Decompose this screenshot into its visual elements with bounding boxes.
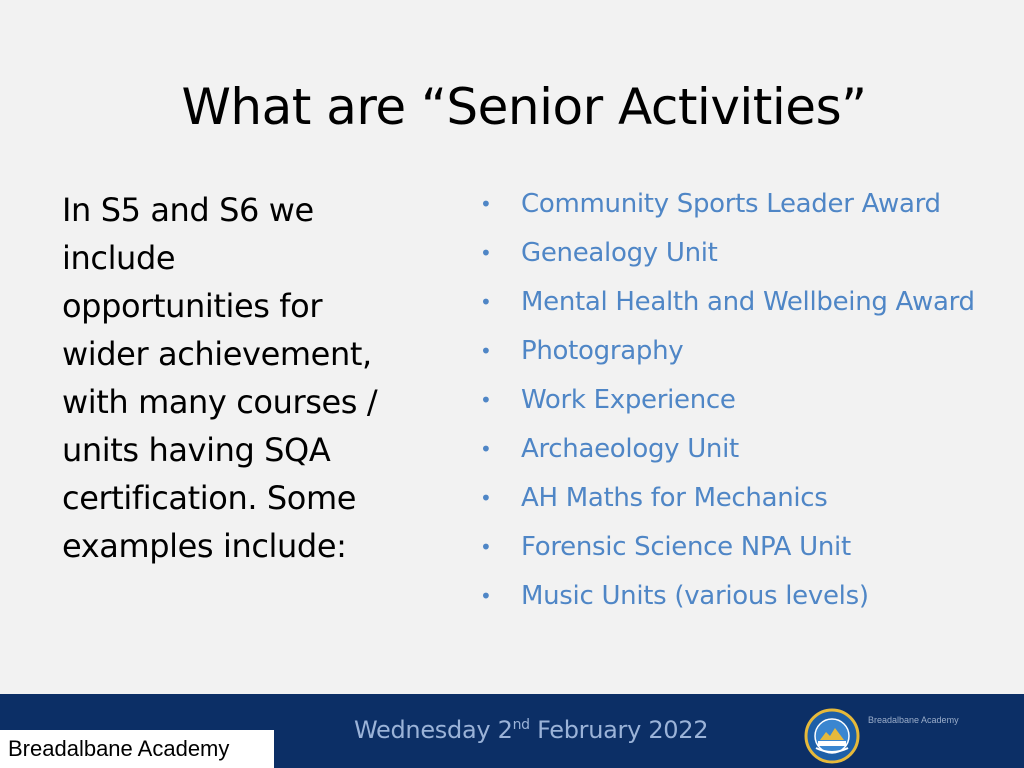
list-item-label: Community Sports Leader Award xyxy=(521,189,941,219)
footer-bar xyxy=(0,694,1024,768)
list-item-label: Work Experience xyxy=(521,385,736,415)
bullet-icon: • xyxy=(480,584,492,608)
list-item xyxy=(478,576,998,617)
list-item xyxy=(478,478,998,519)
list-item xyxy=(478,282,998,323)
list-item xyxy=(478,233,998,274)
slide-title: What are “Senior Activities” xyxy=(181,78,867,136)
date-suffix: nd xyxy=(512,717,530,733)
footer-date xyxy=(354,716,708,744)
date-month-year: February 2022 xyxy=(529,716,709,744)
list-item-label: Forensic Science NPA Unit xyxy=(521,532,851,562)
intro-text: In S5 and S6 we include opportunities for wider achievement, with many courses / units having SQA certification. Some examples include: xyxy=(62,191,378,565)
bullet-icon: • xyxy=(480,290,492,314)
activities-list xyxy=(478,184,998,625)
bullet-icon: • xyxy=(480,339,492,363)
list-item xyxy=(478,527,998,568)
bullet-icon: • xyxy=(480,241,492,265)
bullet-icon: • xyxy=(480,388,492,412)
list-item-label: Photography xyxy=(521,336,684,366)
list-item-label: Archaeology Unit xyxy=(521,434,739,464)
school-crest-icon xyxy=(804,708,860,764)
bullet-icon: • xyxy=(480,437,492,461)
list-item xyxy=(478,184,998,225)
list-item xyxy=(478,380,998,421)
school-name-label: Breadalbane Academy xyxy=(0,730,274,768)
bullet-icon: • xyxy=(480,192,492,216)
bullet-icon: • xyxy=(480,486,492,510)
list-item xyxy=(478,331,998,372)
bullet-icon: • xyxy=(480,535,492,559)
list-item-label: Genealogy Unit xyxy=(521,238,718,268)
list-item-label: AH Maths for Mechanics xyxy=(521,483,828,513)
logo-text: Breadalbane Academy xyxy=(868,715,959,725)
list-item xyxy=(478,429,998,470)
list-item-label: Music Units (various levels) xyxy=(521,581,869,611)
date-day: Wednesday 2 xyxy=(354,716,513,744)
list-item-label: Mental Health and Wellbeing Award xyxy=(521,287,975,317)
